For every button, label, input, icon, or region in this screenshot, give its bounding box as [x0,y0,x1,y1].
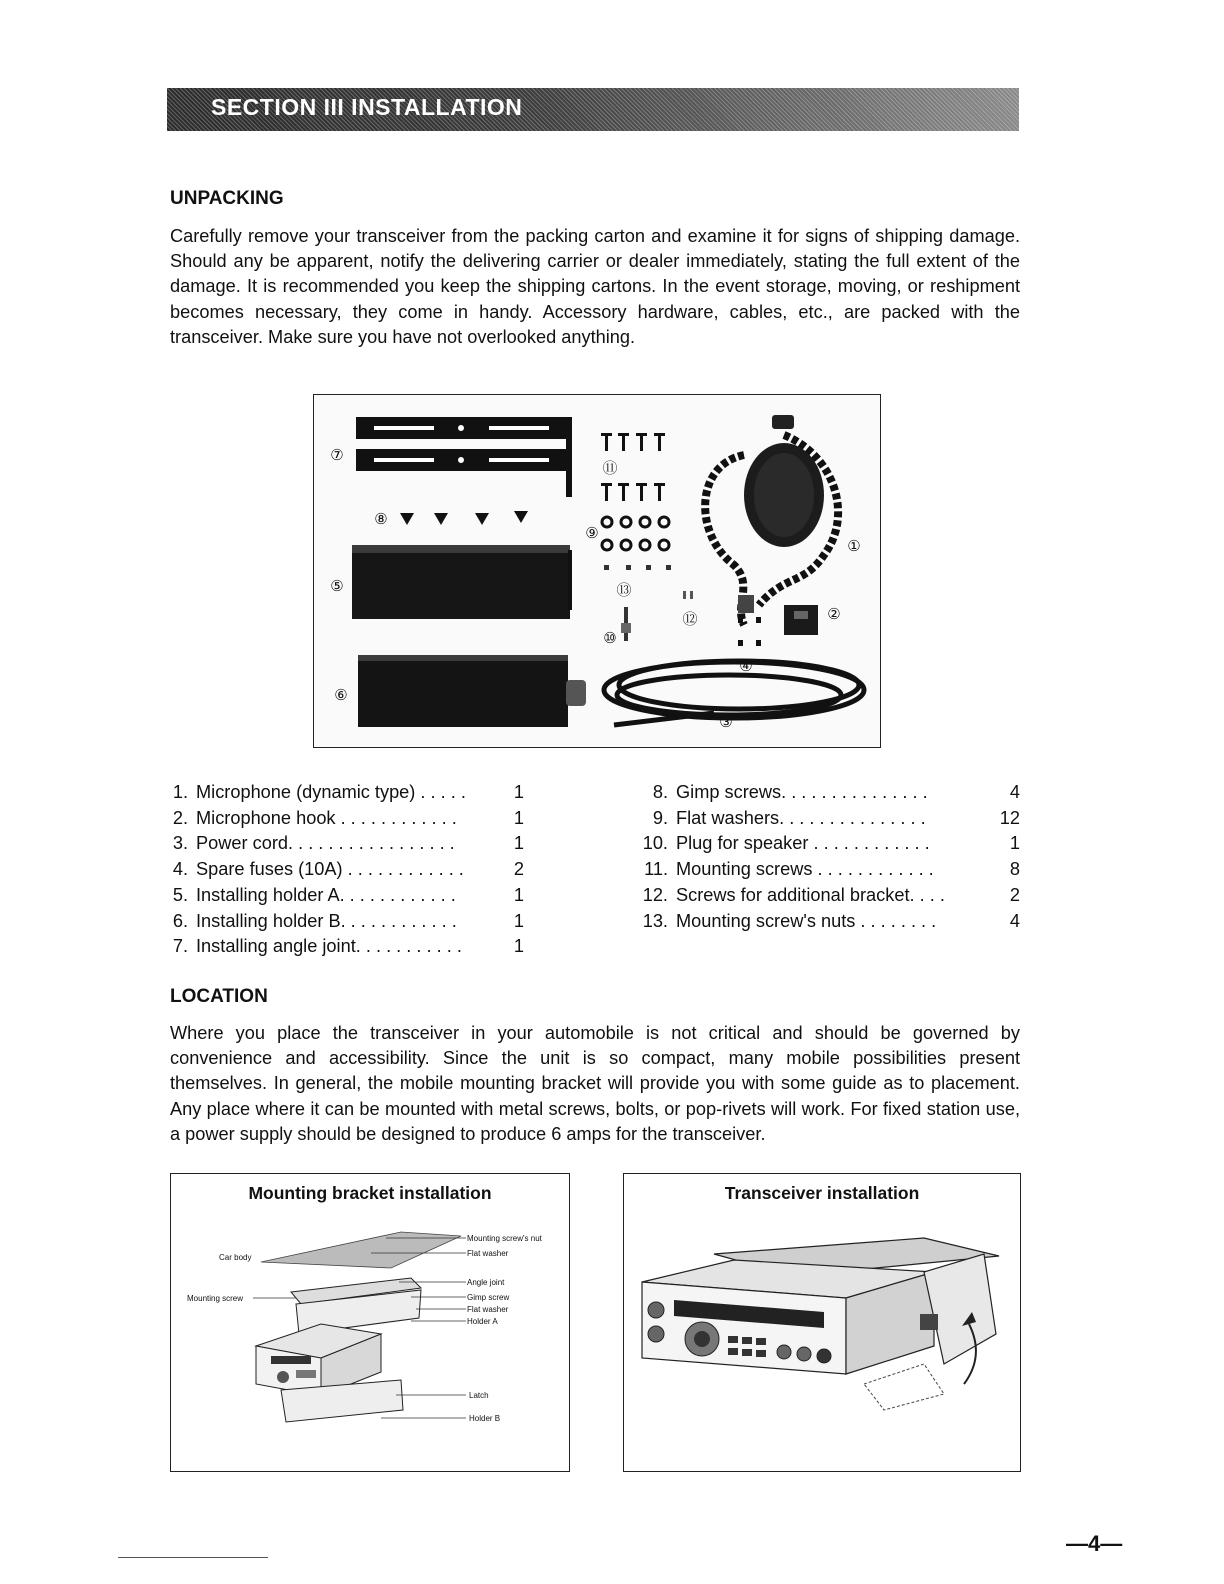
label-nut: Mounting screw's nut [467,1234,542,1243]
section-banner [167,88,1019,131]
list-item: 7. Installing angle joint. . . . . . . . . . . 1 [172,936,524,957]
list-item: 4. Spare fuses (10A) . . . . . . . . . . . . 2 [172,859,524,880]
label-holder-b: Holder B [469,1414,501,1423]
list-item: 12. Screws for additional bracket. . . . 2 [642,884,1020,905]
callout-11: ⑪ [602,461,618,477]
list-item: 6. Installing holder B. . . . . . . . . . . . 1 [172,910,524,931]
callout-6: ⑥ [334,688,348,704]
list-item: 13. Mounting screw's nuts . . . . . . . . 4 [642,910,1020,931]
accessories-photo [313,394,881,748]
transceiver-installation-title: Transceiver installation [724,1183,920,1203]
microphone-hook-image [784,605,818,635]
gimp-screws-image [400,511,528,525]
page-number: —4— [1066,1531,1123,1556]
spare-fuses-image [738,617,761,646]
label-gimp-screw: Gimp screw [467,1293,510,1302]
callout-3: ③ [719,715,733,731]
label-flat-washer-bottom: Flat washer [467,1305,509,1314]
label-latch: Latch [469,1391,489,1400]
callout-8: ⑧ [374,512,388,528]
divider [118,1557,268,1558]
transceiver-installation-drawing [642,1238,999,1410]
location-paragraph: Where you place the transceiver in your automobile is not critical and should be governed by convenience and accessibility. Since the unit is so compact, many mobile possibilities present themselves. In general, the mobile mounting bracket will provide you with some guide as to placement. Any place where it can be mounted with metal screws, bolts, or pop-rivets will work. For fixed station use, a power supply should be designed to produce 6 amps for the transceiver. [170,1023,1020,1144]
callout-5: ⑤ [330,579,344,595]
accessory-list-left [170,780,530,960]
label-car-body: Car body [219,1253,252,1262]
angle-joint-image [356,417,572,497]
power-cord-image [604,661,864,725]
holder-b-image [358,655,586,727]
mounting-bracket-title: Mounting bracket installation [248,1183,492,1203]
accessory-list-right [642,780,1022,934]
list-item: 11. Mounting screws . . . . . . . . . . . . 8 [644,859,1020,880]
label-flat-washer-top: Flat washer [467,1249,509,1258]
mounting-bracket-figure [170,1173,570,1472]
callout-7: ⑦ [330,448,344,464]
callout-4: ④ [739,659,753,675]
callout-1: ① [847,539,861,555]
list-item: 1. Microphone (dynamic type) . . . . . 1 [172,782,524,802]
unpacking-paragraph: Carefully remove your transceiver from the packing carton and examine it for signs of shipping damage. Should any be apparent, notify the delivering carrier or dealer immediately, stating the full extent of the damage. It is recommended you keep the shipping cartons. In the event storage, moving, or reshipment becomes necessary, they come in handy. Accessory hardware, cables, etc., are packed with the transceiver. Make sure you have not overlooked anything. [170,226,1020,347]
callout-10: ⑩ [603,631,617,647]
list-item: 3. Power cord. . . . . . . . . . . . . . . . . 1 [172,833,524,854]
list-item: 2. Microphone hook . . . . . . . . . . . . 1 [172,807,524,828]
speaker-plug-image [621,607,631,641]
callout-2: ② [827,607,841,623]
location-heading: LOCATION [170,986,268,1007]
nuts-image [604,565,671,570]
list-item: 5. Installing holder A. . . . . . . . . . . . 1 [172,884,524,905]
label-mounting-screw: Mounting screw [187,1294,244,1303]
transceiver-installation-figure [623,1173,1021,1472]
section-title: SECTION III INSTALLATION [211,94,523,120]
additional-screws-image [683,591,693,599]
list-item: 9. Flat washers. . . . . . . . . . . . . . . 12 [652,807,1020,828]
callout-13: ⑬ [616,583,632,599]
car-body-drawing [261,1232,461,1268]
list-item: 10. Plug for speaker . . . . . . . . . . . . 1 [642,833,1020,854]
callout-12: ⑫ [682,612,698,628]
callout-9: ⑨ [585,526,599,542]
flat-washers-image [602,517,669,550]
unpacking-heading: UNPACKING [170,188,284,209]
label-holder-a: Holder A [467,1317,498,1326]
list-item: 8. Gimp screws. . . . . . . . . . . . . . . 4 [652,782,1020,802]
label-angle-joint: Angle joint [467,1278,505,1287]
microphone-image [705,415,841,625]
holder-a-image [352,545,572,619]
